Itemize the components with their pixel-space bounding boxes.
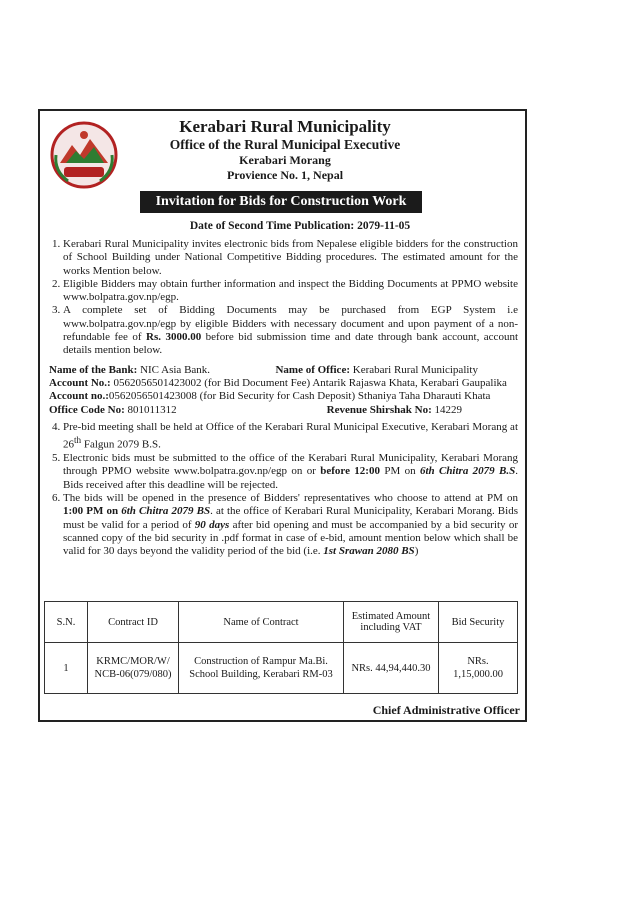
col-header: S.N. xyxy=(45,602,88,643)
col-header: Estimated Amount including VAT xyxy=(344,602,439,643)
contracts-table xyxy=(44,601,518,694)
list-item: 2. Eligible Bidders may obtain further information and inspect the Bidding Documents at PPMO website www.bolpatra.gov.np/egp. xyxy=(63,278,518,305)
col-header: Contract ID xyxy=(88,602,179,643)
province: Provience No. 1, Nepal xyxy=(226,168,344,182)
cell-sn: 1 xyxy=(45,643,88,694)
table-header-row xyxy=(45,602,518,643)
office-name: Office of the Rural Municipal Executive xyxy=(169,137,401,152)
col-header: Name of Contract xyxy=(179,602,344,643)
list-item: 4. Pre-bid meeting shall be held at Office of the Kerabari Rural Municipal Executive, Kerabari Morang at 26th Falgun 2079 B.S. xyxy=(63,421,518,452)
table-row xyxy=(45,643,518,694)
list-item: 1. Kerabari Rural Municipality invites electronic bids from Nepalese eligible bidders for the construction of School Building under National Competitive Bidding procedures. The estimated amount for the works Mention below. xyxy=(63,238,518,278)
bank-details: Name of the Bank: NIC Asia Bank. Name of Office: Kerabari Rural Municipality Account No.: 0562056501423002 (for Bid Document Fee) Antarik Rajaswa Khata, Kerabari Gaupalika Account no.:0562056501423008 (for Bid Security for Cash Deposit) Sthaniya Taha Dharauti Khata Office Code No: 801011312 Revenue Shirshak No: 14229 xyxy=(49,363,507,416)
list-item: 5. Electronic bids must be submitted to the office of the Kerabari Rural Municipality, Kerabari Morang through PPMO website www.bolpatra.gov.np/egp on or before 12:00 PM on 6th Chitra 2079 B.S. Bids received after this deadline will be rejected. xyxy=(63,452,518,492)
list-item: 6. The bids will be opened in the presence of Bidders' representatives who choose to attend at PM on 1:00 PM on 6th Chitra 2079 BS. at the office of Kerabari Rural Municipality, Kerabari Morang. Bids must be valid for a period of 90 days after bid opening and must be accompanied by a bid security or scanned copy of the bid security in .pdf format in case of e-bid, amount mention below which shall be valid for 30 days beyond the validity period of the bid (i.e. 1st Srawan 2080 BS) xyxy=(63,492,518,558)
notice-banner: Invitation for Bids for Construction Work xyxy=(140,191,422,213)
publication-date: Date of Second Time Publication: 2079-11-05 xyxy=(189,220,411,232)
nepal-emblem-icon xyxy=(50,121,118,189)
cell-security: NRs. 1,15,000.00 xyxy=(439,643,518,694)
location: Kerabari Morang xyxy=(239,153,331,167)
org-name: Kerabari Rural Municipality xyxy=(179,117,391,136)
col-header: Bid Security xyxy=(439,602,518,643)
cell-amount: NRs. 44,94,440.30 xyxy=(344,643,439,694)
notice-body xyxy=(48,238,518,558)
cell-contract-name: Construction of Rampur Ma.Bi. School Building, Kerabari RM-03 xyxy=(179,643,344,694)
signoff: Chief Administrative Officer xyxy=(372,703,520,717)
list-item: 3. A complete set of Bidding Documents may be purchased from EGP System i.e www.bolpatra.gov.np/egp by eligible Bidders with necessary document and upon payment of a non-refundable fee of Rs. 3000.00 before bid submission time and date through bank account, account details mention below. xyxy=(63,304,518,357)
cell-contract-id: KRMC/MOR/W/ NCB-06(079/080) xyxy=(88,643,179,694)
